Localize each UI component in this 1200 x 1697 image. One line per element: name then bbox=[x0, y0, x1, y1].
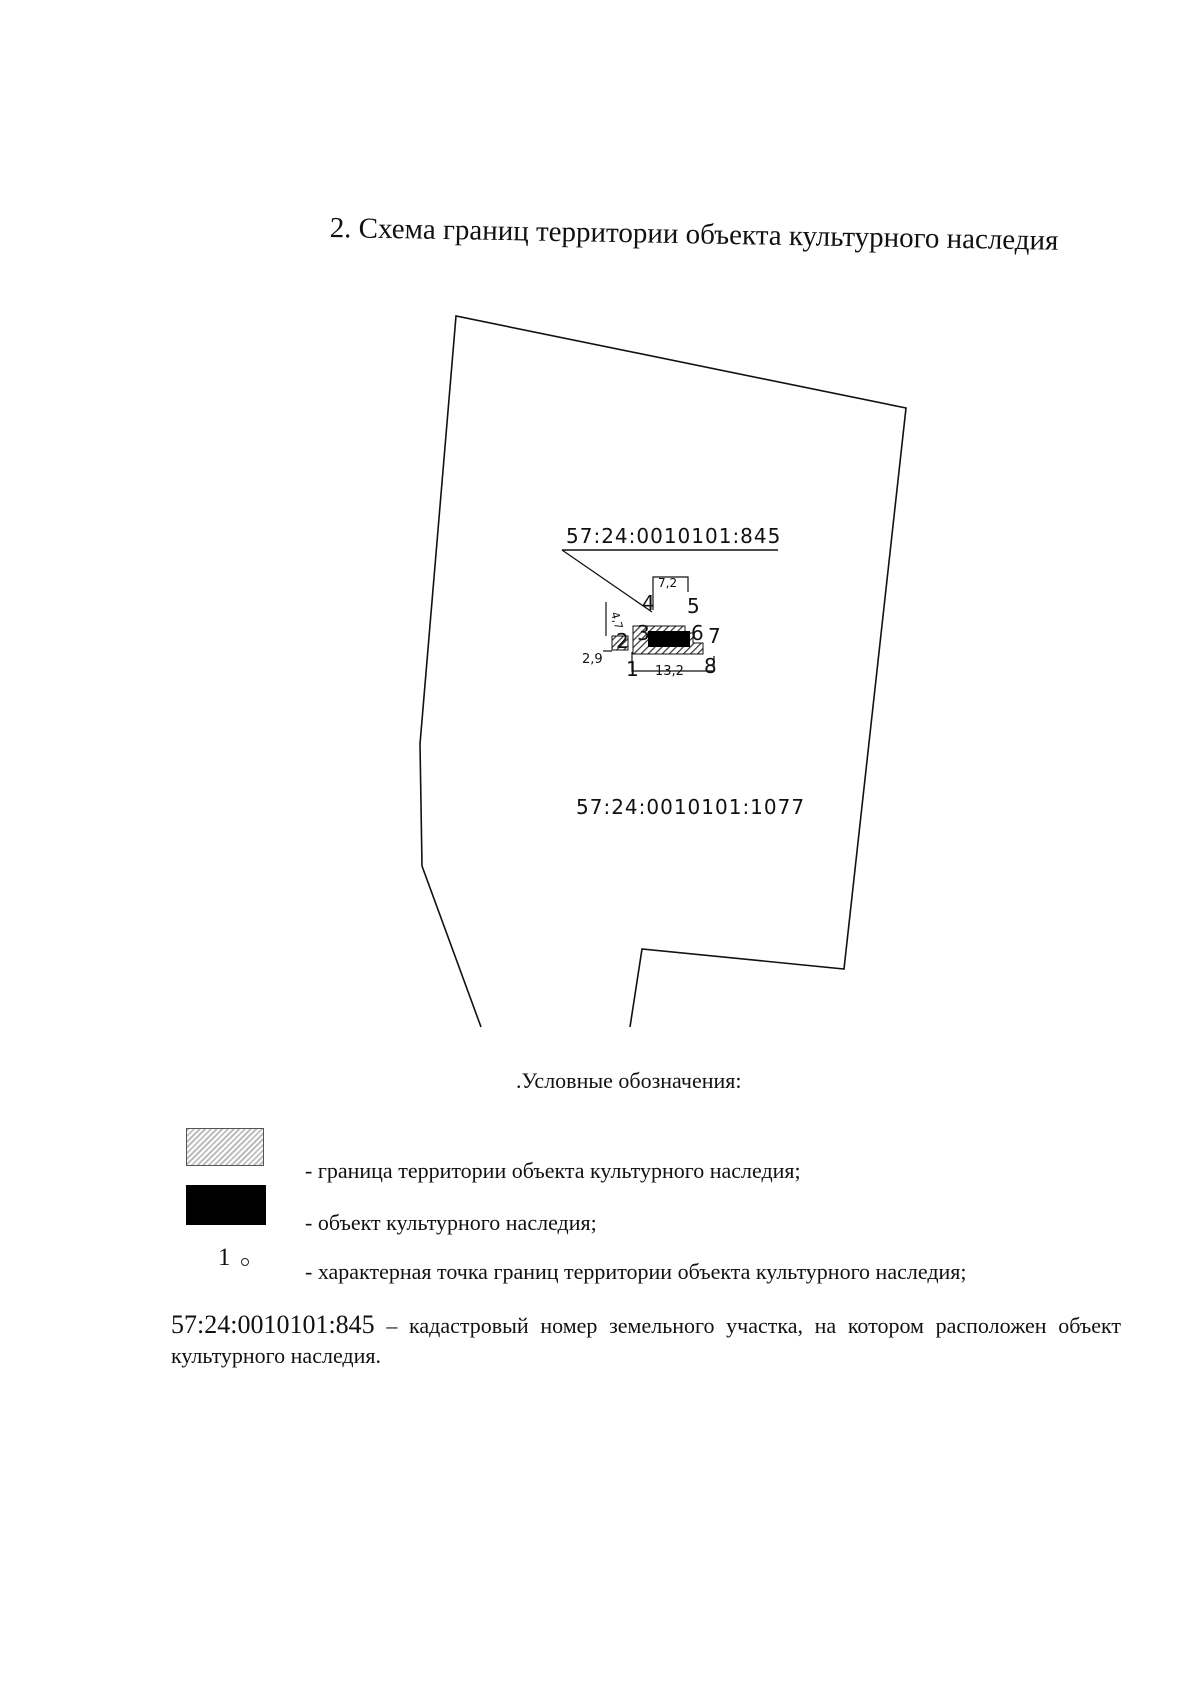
hatch-swatch-icon bbox=[186, 1128, 264, 1166]
legend-item-territory-boundary bbox=[0, 1118, 1200, 1183]
legend-title: .Условные обозначения: bbox=[516, 1068, 742, 1093]
dimension-label-7-2: 7,2 bbox=[658, 576, 678, 590]
point-label-1: 1 bbox=[626, 657, 639, 681]
cadastral-number: 57:24:0010101:845 bbox=[171, 1310, 375, 1339]
parcel-845-leader bbox=[562, 550, 652, 612]
point-label-6: 6 bbox=[691, 621, 704, 645]
legend-item-text: - характерная точка границ территории объекта культурного наследия; bbox=[305, 1259, 967, 1284]
point-label-3: 3 bbox=[637, 621, 650, 645]
cadastral-number-description: – кадастровый номер земельного участка, на котором расположен объект культурного наследия. bbox=[171, 1313, 1121, 1368]
legend-item-heritage-object bbox=[0, 1180, 1200, 1240]
point-label-7: 7 bbox=[708, 624, 721, 648]
legend-item-text: - объект культурного наследия; bbox=[305, 1210, 597, 1235]
point-label-5: 5 bbox=[687, 594, 700, 618]
point-label-2: 2 bbox=[616, 629, 629, 653]
black-square-swatch-icon bbox=[186, 1185, 266, 1225]
cadastral-footnote bbox=[171, 1310, 1121, 1371]
page-title: 2. Схема границ территории объекта культурного наследия bbox=[329, 212, 1059, 257]
dimension-label-13-2: 13,2 bbox=[655, 664, 684, 679]
point-label-8: 8 bbox=[704, 654, 717, 678]
point-circle-icon bbox=[241, 1258, 249, 1266]
dimension-label-2-9: 2,9 bbox=[582, 652, 603, 667]
point-symbol-number: 1 bbox=[218, 1244, 231, 1271]
point-label-4: 4 bbox=[642, 591, 655, 615]
heritage-object bbox=[648, 631, 690, 647]
dimension-label-4-7: 4,7 bbox=[608, 610, 626, 631]
parcel-label-1077: 57:24:0010101:1077 bbox=[576, 795, 806, 819]
legend-item-characteristic-point bbox=[0, 1244, 1200, 1304]
legend-item-text: - граница территории объекта культурного наследия; bbox=[305, 1158, 801, 1183]
parcel-label-845: 57:24:0010101:845 bbox=[566, 524, 782, 548]
